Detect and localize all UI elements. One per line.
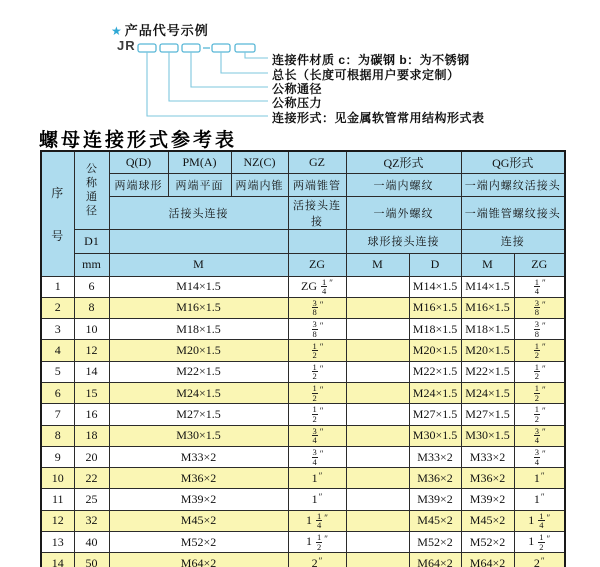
header-qz-connection: 一端外螺纹: [346, 196, 461, 229]
cell-gz: [288, 297, 346, 318]
inch-mark: ″: [319, 406, 324, 417]
header-seq: 序 号: [41, 151, 74, 276]
fraction: $\frac{3}{4}$: [534, 425, 539, 446]
cell-m: M20×1.5: [109, 340, 288, 361]
fraction: $\frac{1}{4}$: [322, 276, 327, 297]
cell-qz-m: [346, 382, 409, 403]
fraction: $\frac{1}{2}$: [312, 340, 317, 361]
fraction: $\frac{1}{2}$: [534, 361, 539, 382]
table-row: [41, 553, 565, 567]
cell-gz: 1 $\frac{1}{4}$ ″: [288, 510, 346, 531]
cell-qg-m: M27×1.5: [461, 404, 514, 425]
inch-mark: ″: [318, 470, 323, 481]
cell-qz-d: M30×1.5: [409, 425, 461, 446]
header-qz-desc: 一端内螺纹: [346, 173, 461, 196]
cell-seq: 4: [41, 340, 74, 361]
inch-mark: ″: [318, 492, 323, 503]
cell-dn: 8: [74, 297, 109, 318]
label-nominal-diameter: 公称通径: [272, 82, 323, 96]
code-box-4: [212, 44, 230, 52]
fraction: $\frac{1}{2}$: [534, 404, 539, 424]
cell-dn: 18: [74, 425, 109, 446]
cell-qg-m: M39×2: [461, 489, 514, 510]
cell-gz: [288, 340, 346, 361]
connector-line-diameter: [191, 52, 268, 87]
header-blank-gz: [288, 229, 346, 253]
cell-seq: 7: [41, 404, 74, 425]
cell-m: M27×1.5: [109, 404, 288, 425]
fraction: $\frac{3}{8}$: [312, 297, 317, 318]
inch-mark: ″: [542, 406, 546, 417]
cell-seq: 14: [41, 553, 74, 567]
cell-qg-zg: 1 $\frac{1}{2}$ ″: [514, 532, 565, 553]
cell-qg-m: M30×1.5: [461, 425, 514, 446]
cell-qg-m: M45×2: [461, 510, 514, 531]
header-qg-connection: 一端锥管螺纹接头: [461, 196, 565, 229]
diagram-heading-text: 产品代号示例: [124, 23, 209, 38]
cell-seq: 13: [41, 532, 74, 553]
cell-dn: 15: [74, 382, 109, 403]
fraction: $\frac{1}{4}$: [317, 510, 322, 531]
cell-qg-m: M33×2: [461, 446, 514, 467]
table-row: [41, 276, 565, 297]
table-row: [41, 319, 565, 340]
cell-dn: 6: [74, 276, 109, 297]
star-icon: ★: [111, 24, 123, 38]
fraction: $\frac{3}{8}$: [534, 297, 539, 318]
fraction: $\frac{1}{2}$: [534, 383, 539, 403]
cell-qg-zg: 2″: [514, 553, 565, 567]
cell-seq: 6: [41, 382, 74, 403]
table-row: [41, 510, 565, 531]
inch-mark: ″: [318, 555, 323, 566]
cell-qg-zg: [514, 297, 565, 318]
cell-qz-m: [346, 489, 409, 510]
header-row-2: [41, 173, 565, 196]
fraction: $\frac{1}{2}$: [312, 361, 317, 382]
cell-qg-zg: [514, 425, 565, 446]
header-gz-connection: 活接头连接: [288, 196, 346, 229]
code-box-2: [160, 44, 178, 52]
cell-m: M64×2: [109, 553, 288, 567]
code-box-3: [182, 44, 200, 52]
cell-qg-zg: 1″: [514, 468, 565, 489]
cell-dn: 32: [74, 510, 109, 531]
header-qz-d: D: [409, 253, 461, 276]
cell-qz-d: M22×1.5: [409, 361, 461, 382]
inch-mark: ″: [319, 299, 324, 310]
cell-qz-m: [346, 446, 409, 467]
header-col-q: Q(D): [109, 151, 168, 173]
cell-qg-zg: [514, 340, 565, 361]
header-union-connection: 活接头连接: [109, 196, 288, 229]
cell-qg-zg: [514, 382, 565, 403]
table-row: [41, 468, 565, 489]
cell-qz-m: [346, 553, 409, 567]
cell-gz: 1 $\frac{1}{2}$ ″: [288, 532, 346, 553]
cell-qz-m: [346, 361, 409, 382]
cell-qg-zg: [514, 446, 565, 467]
cell-qg-m: M16×1.5: [461, 297, 514, 318]
cell-m: M52×2: [109, 532, 288, 553]
cell-qg-m: M36×2: [461, 468, 514, 489]
cell-m: M22×1.5: [109, 361, 288, 382]
cell-gz: 1″: [288, 489, 346, 510]
inch-mark: ″: [546, 512, 551, 523]
header-row-3: [41, 196, 565, 229]
cell-gz: [288, 361, 346, 382]
fraction: $\frac{1}{2}$: [312, 383, 317, 403]
header-col-gz: GZ: [288, 151, 346, 173]
cell-qg-zg: 1″: [514, 489, 565, 510]
cell-seq: 2: [41, 297, 74, 318]
cell-seq: 11: [41, 489, 74, 510]
cell-qz-d: M52×2: [409, 532, 461, 553]
header-col-qg: QG形式: [461, 151, 565, 173]
table-row: [41, 404, 565, 425]
cell-seq: 9: [41, 446, 74, 467]
fraction: $\frac{1}{2}$: [312, 404, 317, 424]
cell-qg-zg: [514, 404, 565, 425]
cell-qg-zg: 1 $\frac{1}{4}$ ″: [514, 510, 565, 531]
cell-m: M14×1.5: [109, 276, 288, 297]
cell-m: M18×1.5: [109, 319, 288, 340]
cell-seq: 3: [41, 319, 74, 340]
header-col-nz: NZ(C): [231, 151, 288, 173]
header-qz-m: M: [346, 253, 409, 276]
header-col-qz: QZ形式: [346, 151, 461, 173]
header-col-pm: PM(A): [168, 151, 231, 173]
table-body: [41, 276, 565, 567]
cell-dn: 12: [74, 340, 109, 361]
label-connection-form: 连接形式：见金属软管常用结构形式表: [272, 111, 485, 125]
fraction: $\frac{1}{4}$: [534, 276, 539, 297]
cell-m: M36×2: [109, 468, 288, 489]
header-zg: ZG: [288, 253, 346, 276]
inch-mark: ″: [542, 363, 546, 374]
cell-dn: 40: [74, 532, 109, 553]
inch-mark: ″: [540, 470, 545, 481]
inch-mark: ″: [542, 427, 546, 438]
fraction: $\frac{3}{8}$: [312, 319, 317, 339]
fraction: $\frac{3}{4}$: [312, 447, 317, 467]
fraction: $\frac{1}{2}$: [539, 532, 544, 552]
header-qz-ball-connection: 球形接头连接: [346, 229, 461, 253]
cell-dn: 14: [74, 361, 109, 382]
cell-qz-m: [346, 510, 409, 531]
cell-qz-m: [346, 340, 409, 361]
code-box-5: [235, 44, 255, 52]
table-row: [41, 361, 565, 382]
cell-qz-d: M20×1.5: [409, 340, 461, 361]
header-gz-desc: 两端锥管: [288, 173, 346, 196]
cell-qz-m: [346, 532, 409, 553]
cell-dn: 50: [74, 553, 109, 567]
cell-qz-m: [346, 319, 409, 340]
cell-qg-m: M14×1.5: [461, 276, 514, 297]
cell-seq: 5: [41, 361, 74, 382]
cell-qg-m: M22×1.5: [461, 361, 514, 382]
table-row: [41, 446, 565, 467]
cell-qz-d: M45×2: [409, 510, 461, 531]
cell-gz: ZG $\frac{1}{4}$ ″: [288, 276, 346, 297]
fraction: $\frac{3}{4}$: [534, 447, 539, 467]
cell-dn: 22: [74, 468, 109, 489]
inch-mark: ″: [319, 320, 324, 331]
header-qg-desc: 一端内螺纹活接头: [461, 173, 565, 196]
cell-m: M16×1.5: [109, 297, 288, 318]
inch-mark: ″: [319, 427, 324, 438]
header-qg-connect: 连接: [461, 229, 565, 253]
cell-qz-m: [346, 404, 409, 425]
cell-qg-m: M18×1.5: [461, 319, 514, 340]
cell-dn: 16: [74, 404, 109, 425]
inch-mark: ″: [319, 448, 324, 459]
cell-qg-zg: [514, 276, 565, 297]
cell-gz: [288, 319, 346, 340]
code-box-1: [138, 44, 156, 52]
inch-mark: ″: [542, 384, 546, 395]
header-row-4: [41, 229, 565, 253]
inch-mark: ″: [542, 342, 546, 353]
cell-dn: 20: [74, 446, 109, 467]
inch-mark: ″: [319, 384, 324, 395]
cell-gz: [288, 382, 346, 403]
nut-connection-reference-table: [40, 150, 566, 567]
header-pm-desc: 两端平面: [168, 173, 231, 196]
cell-m: M30×1.5: [109, 425, 288, 446]
header-blank-left: [109, 229, 288, 253]
cell-dn: 25: [74, 489, 109, 510]
cell-dn: 10: [74, 319, 109, 340]
fraction: $\frac{1}{2}$: [317, 532, 322, 552]
inch-mark: ″: [319, 363, 324, 374]
table-row: [41, 382, 565, 403]
connector-line-material: [245, 52, 268, 58]
cell-qz-d: M24×1.5: [409, 382, 461, 403]
cell-gz: [288, 425, 346, 446]
cell-qz-m: [346, 468, 409, 489]
label-total-length: 总长（长度可根据用户要求定制）: [272, 68, 460, 82]
inch-mark: ″: [329, 278, 333, 289]
label-connector-material: 连接件材质 c：为碳钢 b：为不锈钢: [272, 53, 470, 67]
table-row: [41, 425, 565, 446]
header-qg-zg: ZG: [514, 253, 565, 276]
cell-m: M24×1.5: [109, 382, 288, 403]
cell-gz: [288, 446, 346, 467]
header-m: M: [109, 253, 288, 276]
cell-qg-m: M20×1.5: [461, 340, 514, 361]
inch-mark: ″: [542, 320, 546, 331]
cell-qz-d: M64×2: [409, 553, 461, 567]
cell-qz-d: M16×1.5: [409, 297, 461, 318]
cell-qz-d: M27×1.5: [409, 404, 461, 425]
inch-mark: ″: [324, 533, 328, 544]
inch-mark: ″: [540, 492, 545, 503]
cell-seq: 10: [41, 468, 74, 489]
table-row: [41, 340, 565, 361]
connector-line-form: [147, 52, 268, 116]
cell-qz-d: M14×1.5: [409, 276, 461, 297]
cell-qz-d: M36×2: [409, 468, 461, 489]
table-row: [41, 489, 565, 510]
inch-mark: ″: [542, 299, 546, 310]
inch-mark: ″: [542, 448, 546, 459]
header-d1: D1: [74, 229, 109, 253]
label-nominal-pressure: 公称压力: [272, 96, 323, 110]
header-nominal-diameter: 公 称 通 径: [74, 151, 109, 229]
cell-m: M39×2: [109, 489, 288, 510]
cell-qg-m: M64×2: [461, 553, 514, 567]
cell-qg-m: M24×1.5: [461, 382, 514, 403]
inch-mark: ″: [319, 342, 324, 353]
product-code-prefix: JR: [117, 38, 136, 53]
inch-mark: ″: [546, 533, 551, 544]
table-title: 螺母连接形式参考表: [39, 130, 238, 151]
fraction: $\frac{1}{2}$: [534, 340, 539, 361]
cell-qg-m: M52×2: [461, 532, 514, 553]
header-row-5: [41, 253, 565, 276]
cell-qz-m: [346, 425, 409, 446]
cell-gz: 1″: [288, 468, 346, 489]
cell-m: M33×2: [109, 446, 288, 467]
cell-gz: [288, 404, 346, 425]
header-qg-m: M: [461, 253, 514, 276]
fraction: $\frac{1}{4}$: [539, 510, 544, 531]
header-row-1: [41, 151, 565, 173]
cell-seq: 12: [41, 510, 74, 531]
cell-qz-d: M33×2: [409, 446, 461, 467]
fraction: $\frac{3}{8}$: [534, 319, 539, 339]
cell-m: M45×2: [109, 510, 288, 531]
cell-qz-m: [346, 276, 409, 297]
header-mm: mm: [74, 253, 109, 276]
fraction: $\frac{3}{4}$: [312, 425, 317, 446]
table-row: [41, 532, 565, 553]
cell-seq: 1: [41, 276, 74, 297]
inch-mark: ″: [542, 278, 546, 289]
connector-line-pressure: [169, 52, 268, 101]
cell-qz-d: M18×1.5: [409, 319, 461, 340]
cell-qg-zg: [514, 361, 565, 382]
cell-qz-m: [346, 297, 409, 318]
inch-mark: ″: [324, 512, 328, 523]
cell-qg-zg: [514, 319, 565, 340]
cell-qz-d: M39×2: [409, 489, 461, 510]
header-nz-desc: 两端内锥: [231, 173, 288, 196]
cell-seq: 8: [41, 425, 74, 446]
cell-gz: 2″: [288, 553, 346, 567]
inch-mark: ″: [540, 555, 545, 566]
table-row: [41, 297, 565, 318]
header-q-desc: 两端球形: [109, 173, 168, 196]
